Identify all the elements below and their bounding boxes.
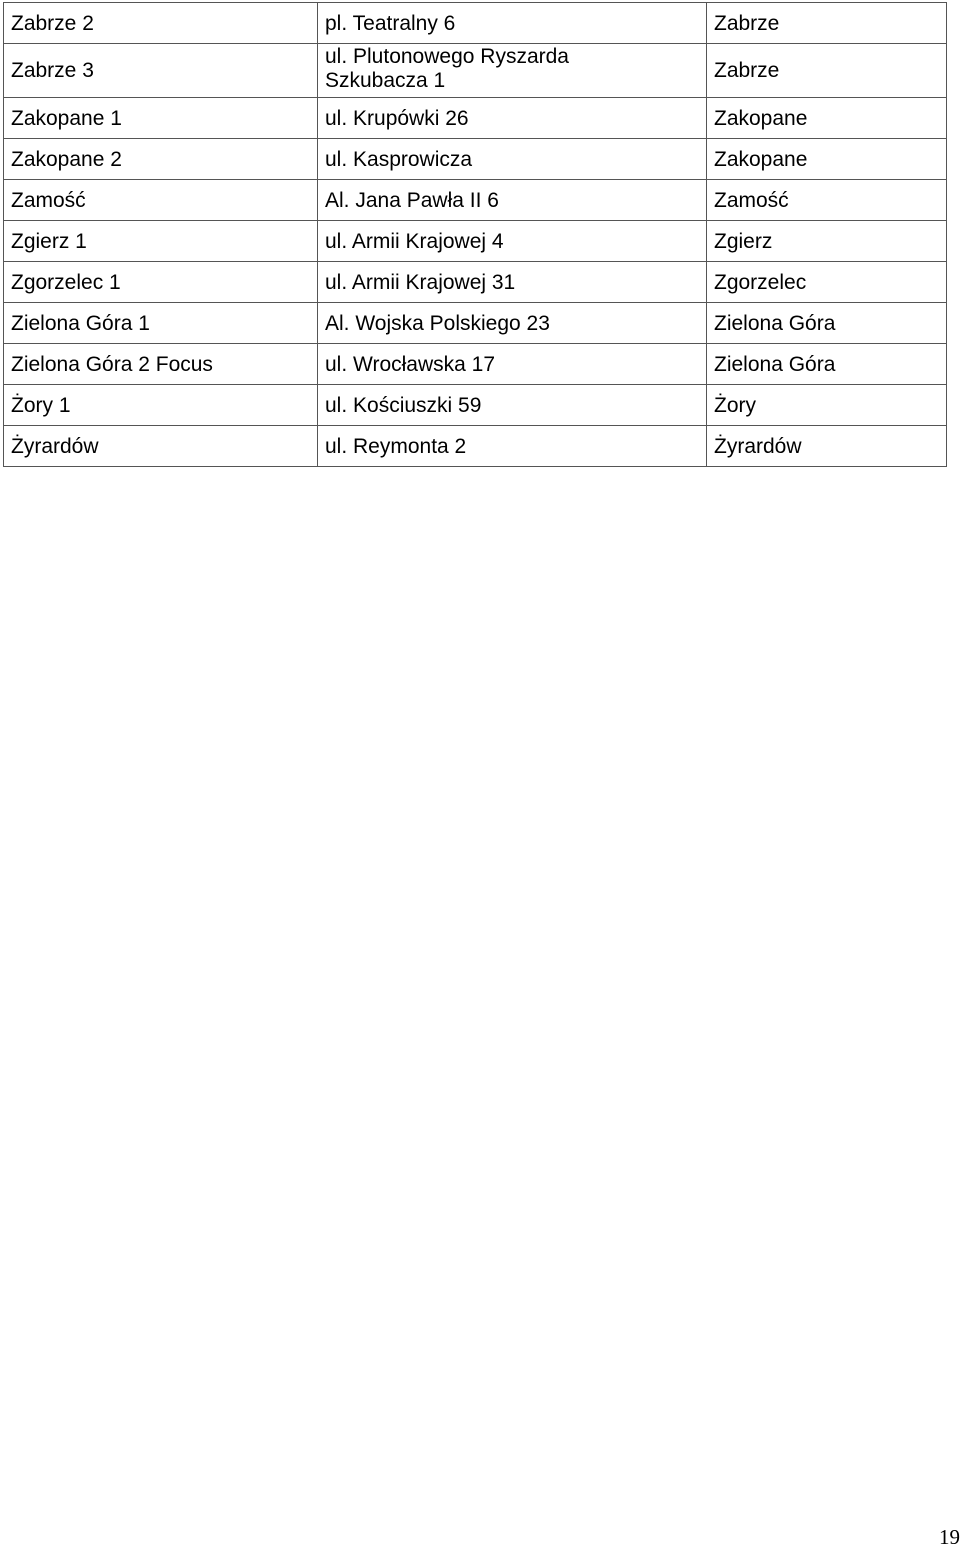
location-name-cell: Zgierz 1: [4, 221, 318, 262]
city-cell: Zielona Góra: [707, 344, 947, 385]
location-name-cell: Zgorzelec 1: [4, 262, 318, 303]
location-name-cell: Zamość: [4, 180, 318, 221]
city-cell: Zamość: [707, 180, 947, 221]
address-line: Szkubacza 1: [325, 69, 446, 92]
location-name-cell: Żyrardów: [4, 426, 318, 467]
location-name-cell: Zakopane 2: [4, 139, 318, 180]
address-cell: ul. Armii Krajowej 4: [318, 221, 707, 262]
table-row: [4, 344, 947, 385]
table-row: [4, 426, 947, 467]
address-cell: ul. Kościuszki 59: [318, 385, 707, 426]
table-row: [4, 221, 947, 262]
address-cell: [318, 44, 707, 98]
address-cell: ul. Reymonta 2: [318, 426, 707, 467]
address-cell: pl. Teatralny 6: [318, 3, 707, 44]
address-cell: ul. Krupówki 26: [318, 98, 707, 139]
locations-table-container: [3, 2, 946, 467]
address-cell: ul. Wrocławska 17: [318, 344, 707, 385]
city-cell: Zielona Góra: [707, 303, 947, 344]
city-cell: Żyrardów: [707, 426, 947, 467]
table-row: [4, 44, 947, 98]
table-row: [4, 139, 947, 180]
table-row: [4, 180, 947, 221]
address-cell: ul. Kasprowicza: [318, 139, 707, 180]
page-number: 19: [939, 1525, 960, 1549]
location-name-cell: Żory 1: [4, 385, 318, 426]
location-name-cell: Zielona Góra 1: [4, 303, 318, 344]
location-name-cell: Zakopane 1: [4, 98, 318, 139]
address-cell: ul. Armii Krajowej 31: [318, 262, 707, 303]
table-row: [4, 303, 947, 344]
table-row: [4, 3, 947, 44]
city-cell: Zabrze: [707, 44, 947, 98]
address-cell: Al. Jana Pawła II 6: [318, 180, 707, 221]
city-cell: Żory: [707, 385, 947, 426]
city-cell: Zakopane: [707, 98, 947, 139]
address-cell: Al. Wojska Polskiego 23: [318, 303, 707, 344]
table-row: [4, 262, 947, 303]
location-name-cell: Zabrze 2: [4, 3, 318, 44]
location-name-cell: Zabrze 3: [4, 44, 318, 98]
city-cell: Zakopane: [707, 139, 947, 180]
table-row: [4, 385, 947, 426]
city-cell: Zgorzelec: [707, 262, 947, 303]
table-row: [4, 98, 947, 139]
locations-table: [3, 2, 947, 467]
city-cell: Zgierz: [707, 221, 947, 262]
city-cell: Zabrze: [707, 3, 947, 44]
address-line: ul. Plutonowego Ryszarda: [325, 45, 569, 68]
location-name-cell: Zielona Góra 2 Focus: [4, 344, 318, 385]
